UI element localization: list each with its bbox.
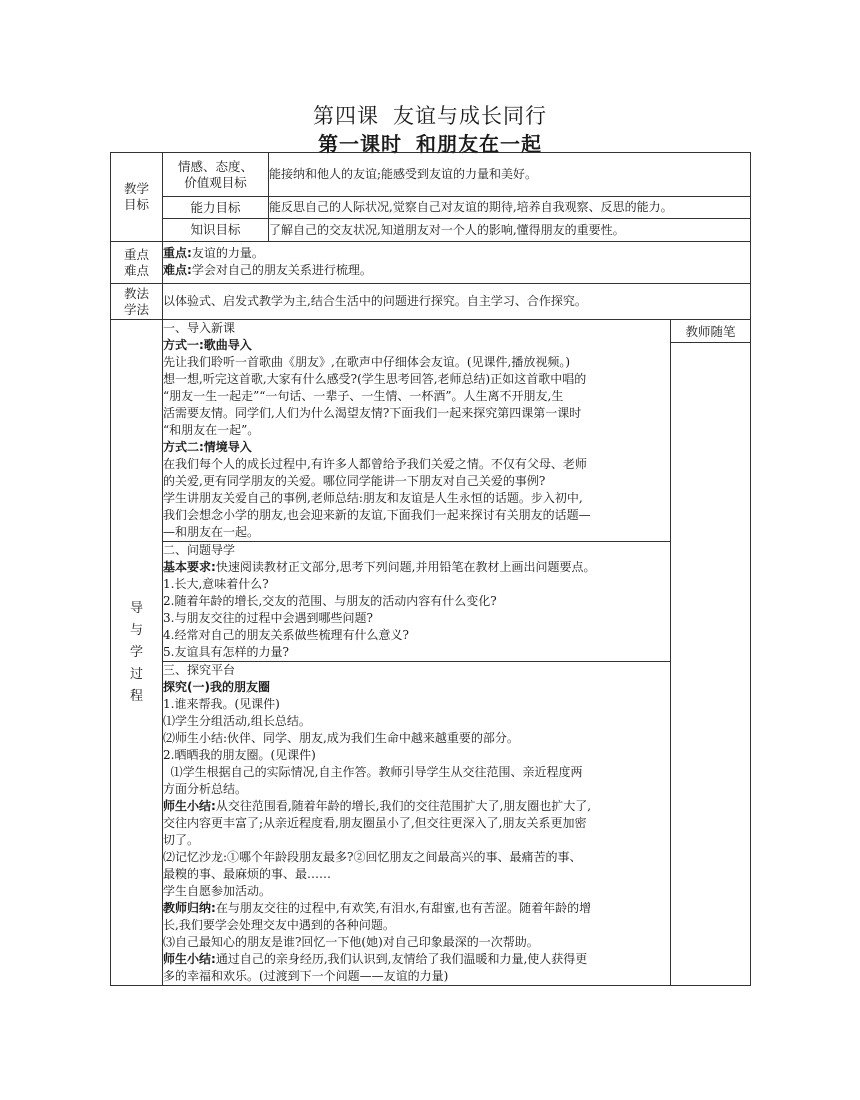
way2-title: 方式二:情境导入 <box>163 440 252 454</box>
question-item: 3.与朋友交往的过程中会遇到哪些问题? <box>163 611 373 625</box>
key-points-label-line1: 重点 <box>123 246 149 262</box>
question-item: 1.长大,意味着什么? <box>163 577 269 591</box>
paragraph-line: 学生自愿参加活动。 <box>163 884 272 898</box>
paragraph-line: 学生讲朋友关爱自己的事例,老师总结:朋友和友谊是人生永恒的话题。步入初中, <box>163 491 583 505</box>
process-label-char: 导 <box>129 600 143 616</box>
paragraph-line: “朋友一生一起走”“一句话、一辈子、一生情、一杯酒”。人生离不开朋友,生 <box>163 389 564 403</box>
objectives-label <box>111 153 163 242</box>
summary2-line <box>163 900 670 917</box>
way1-title: 方式一:歌曲导入 <box>163 338 252 352</box>
section-questions-heading: 二、问题导学 <box>163 543 236 557</box>
process-label <box>111 320 163 986</box>
process-label-char: 与 <box>129 622 143 638</box>
paragraph-line: 最糗的事、最麻烦的事、最…… <box>163 867 332 881</box>
methods-row <box>111 284 751 320</box>
question-item: 2.随着年龄的增长,交友的范围、与朋友的活动内容有什么变化? <box>163 594 497 608</box>
objective-row-ability <box>111 197 751 219</box>
difficulty-label: 难点: <box>163 263 192 277</box>
difficulty-text: 学会对自己的朋友关系进行梳理。 <box>191 263 372 277</box>
paragraph-line: 方面分析总结。 <box>163 782 248 796</box>
summary2-label: 教师归纳: <box>163 901 216 915</box>
paragraph-line: —和朋友在一起。 <box>163 525 260 539</box>
paragraph-line: ⑵记忆沙龙:①哪个年龄段朋友最多?②回忆朋友之间最高兴的事、最痛苦的事、 <box>163 850 582 864</box>
difficulty-line <box>163 262 750 279</box>
paragraph-line: 1.谁来帮我。(见课件) <box>163 697 280 711</box>
section-explore <box>163 662 671 986</box>
paragraph-line: 活需要友情。同学们,人们为什么渴望友情?下面我们一起来探究第四课第一课时 <box>163 406 582 420</box>
summary1-line <box>163 798 670 815</box>
lesson-number: 第四课 <box>313 104 379 128</box>
objectives-label-line1: 教学 <box>123 181 149 196</box>
summary1-text: 从交往范围看,随着年龄的增长,我们的交往范围扩大了,朋友圈也扩大了, <box>215 799 592 813</box>
paragraph-line: “和朋友在一起”。 <box>163 423 260 437</box>
objective-text-knowledge: 了解自己的交友状况,知道朋友对一个人的影响,懂得朋友的重要性。 <box>269 219 751 242</box>
summary3-label: 师生小结: <box>163 952 216 966</box>
requirement-line <box>163 559 670 576</box>
key-points-label-line2: 难点 <box>123 262 149 278</box>
objective-row-attitude <box>111 153 751 197</box>
objective-text-ability: 能反思自己的人际状况,觉察自己对友谊的期待,培养自我观察、反思的能力。 <box>269 197 751 219</box>
requirement-label: 基本要求: <box>163 560 216 574</box>
paragraph-line: ⑵师生小结:伙伴、同学、朋友,成为我们生命中越来越重要的部分。 <box>163 731 519 745</box>
requirement-text: 快速阅读教材正文部分,思考下列问题,并用铅笔在教材上画出问题要点。 <box>215 560 596 574</box>
question-item: 4.经常对自己的朋友关系做些梳理有什么意义? <box>163 628 409 642</box>
methods-text: 以体验式、启发式教学为主,结合生活中的问题进行探究。自主学习、合作探究。 <box>163 284 751 320</box>
paragraph-line: 的关爱,更有同学朋友的关爱。哪位同学能讲一下朋友对自己关爱的事例? <box>163 474 546 488</box>
teacher-notes-table <box>671 320 750 343</box>
process-label-char: 程 <box>129 688 143 704</box>
question-item: 5.友谊具有怎样的力量? <box>163 645 289 659</box>
paragraph-line: 长,我们要学会处理交友中遇到的各种问题。 <box>163 918 395 932</box>
explore-title: 探究(一)我的朋友圈 <box>163 680 270 694</box>
process-section1-row <box>111 320 751 542</box>
summary1-label: 师生小结: <box>163 799 216 813</box>
process-label-char: 学 <box>129 644 143 660</box>
period-number: 第一课时 <box>318 132 402 156</box>
process-section2-row <box>111 542 751 662</box>
objective-label-attitude <box>163 153 269 197</box>
paragraph-line: ⑴学生根据自己的实际情况,自主作答。教师引导学生从交往范围、亲近程度两 <box>163 765 583 779</box>
key-points-content <box>163 242 751 284</box>
focus-label: 重点: <box>163 246 192 260</box>
summary2-text: 在与朋友交往的过程中,有欢笑,有泪水,有甜蜜,也有苦涩。随着年龄的增 <box>215 901 592 915</box>
paragraph-line: ⑴学生分组活动,组长总结。 <box>163 714 311 728</box>
objective-label-ability: 能力目标 <box>163 197 269 219</box>
section-questions <box>163 542 671 662</box>
lesson-topic: 友谊与成长同行 <box>393 104 547 128</box>
lesson-title <box>0 100 860 130</box>
teacher-notes-header: 教师随笔 <box>671 320 750 343</box>
summary3-text: 通过自己的亲身经历,我们认识到,友情给了我们温暖和力量,使人获得更 <box>215 952 588 966</box>
paragraph-line: 2.晒晒我的朋友圈。(见课件) <box>163 748 316 762</box>
paragraph-line: 切了。 <box>163 833 200 847</box>
objective-label-knowledge: 知识目标 <box>163 219 269 242</box>
paragraph-line: 在我们每个人的成长过程中,有许多人都曾给予我们关爱之情。不仅有父母、老师 <box>163 457 587 471</box>
objective-label-attitude-line1: 情感、态度、 <box>177 158 253 174</box>
paragraph-line: 交往内容更丰富了;从亲近程度看,朋友圈虽小了,但交往更深入了,朋友关系更加密 <box>163 816 587 830</box>
objective-label-attitude-line2: 价值观目标 <box>184 174 247 190</box>
focus-line <box>163 245 750 262</box>
paragraph-line: 多的幸福和欢乐。(过渡到下一个问题——友谊的力量) <box>163 969 449 983</box>
section-explore-heading: 三、探究平台 <box>163 663 236 677</box>
methods-label-line2: 学法 <box>123 301 149 317</box>
section-import <box>163 320 671 542</box>
summary3-line <box>163 951 670 968</box>
teacher-notes-column <box>671 320 751 986</box>
methods-label <box>111 284 163 320</box>
paragraph-line: 先让我们聆听一首歌曲《朋友》,在歌声中仔细体会友谊。(见课件,播放视频。) <box>163 355 570 369</box>
methods-label-line1: 教法 <box>123 285 149 301</box>
process-section3-row <box>111 662 751 986</box>
paragraph-line: 我们会想念小学的朋友,也会迎来新的友谊,下面我们一起来探讨有关朋友的话题— <box>163 508 591 522</box>
paragraph-line: ⑶自己最知心的朋友是谁?回忆一下他(她)对自己印象最深的一次帮助。 <box>163 935 539 949</box>
process-label-char: 过 <box>129 666 143 682</box>
section-import-heading: 一、导入新课 <box>163 321 236 335</box>
lesson-plan-table <box>110 152 751 986</box>
paragraph-line: 想一想,听完这首歌,大家有什么感受?(学生思考回答,老师总结)正如这首歌中唱的 <box>163 372 587 386</box>
focus-text: 友谊的力量。 <box>191 246 264 260</box>
key-points-label <box>111 242 163 284</box>
objective-row-knowledge <box>111 219 751 242</box>
objectives-label-line2: 目标 <box>123 197 149 212</box>
key-points-row <box>111 242 751 284</box>
period-topic: 和朋友在一起 <box>416 132 542 156</box>
objective-text-attitude: 能接纳和他人的友谊;能感受到友谊的力量和美好。 <box>269 153 751 197</box>
